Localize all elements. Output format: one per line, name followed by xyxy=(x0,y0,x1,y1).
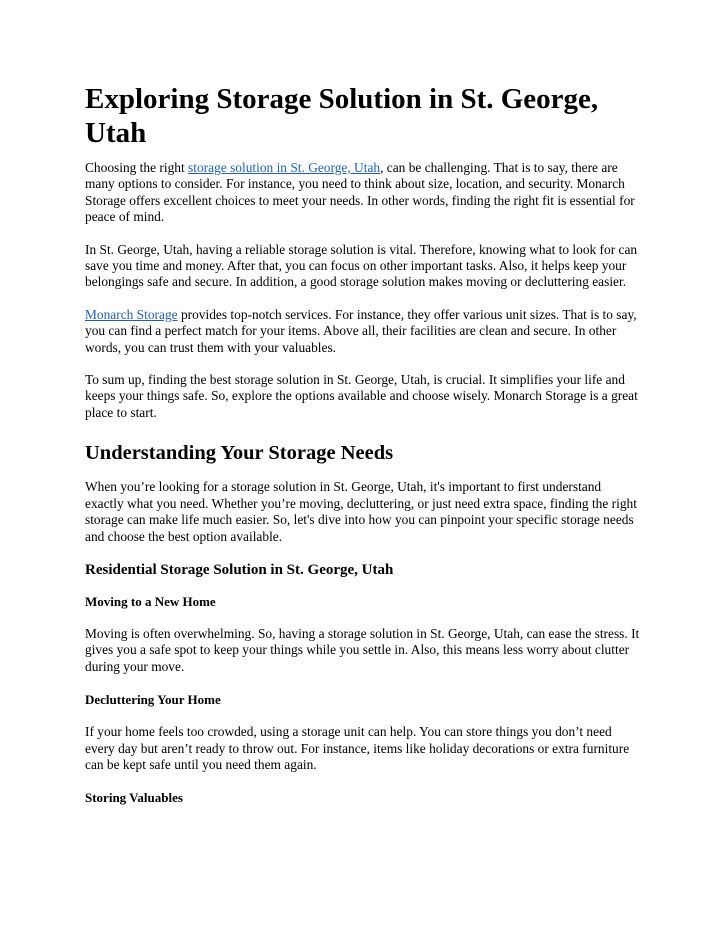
section-paragraph: When you’re looking for a storage solution in St. George, Utah, it's important to first understand exactly what you need. Whether you’re moving, decluttering, or just need extra space, finding the right storage can make life much easier. So, let's dive into how you can pinpoint your specific storage needs and choose the best option available. xyxy=(85,479,637,544)
intro-text: Choosing the right xyxy=(85,160,189,175)
intro-paragraph-4: To sum up, finding the best storage solution in St. George, Utah, is crucial. It simplifies your life and keeps your things safe. So, explore the options available and choose wisely. Monarch Storage is a great place to start. xyxy=(85,372,638,420)
intro-paragraph-1 xyxy=(85,160,641,226)
moving-heading: Moving to a New Home xyxy=(85,593,216,609)
decluttering-heading: Decluttering Your Home xyxy=(85,692,221,708)
page-title: Exploring Storage Solution in St. George, Utah xyxy=(85,83,599,149)
decluttering-paragraph: If your home feels too crowded, using a storage unit can help. You can store things you don’t need every day but aren’t ready to throw out. For instance, items like holiday decorations or extra furniture can be kept safe until you need them again. xyxy=(85,724,630,772)
section-heading: Understanding Your Storage Needs xyxy=(85,442,394,465)
valuables-heading: Storing Valuables xyxy=(85,790,183,806)
subsection-heading: Residential Storage Solution in St. George, Utah xyxy=(85,561,394,578)
intro-paragraph-3 xyxy=(85,307,641,356)
intro-text: provides top-notch services. For instance, they offer various unit sizes. That is to say, you can find a perfect match for your items. Above all, their facilities are clean and secure. In other words, you can trust them with your valuables. xyxy=(85,306,637,355)
moving-paragraph: Moving is often overwhelming. So, having a storage solution in St. George, Utah, can ease the stress. It gives you a safe spot to keep your things while you settle in. Also, this means less worry about clutter during your move. xyxy=(85,625,640,674)
storage-solution-link[interactable]: storage solution in St. George, Utah xyxy=(188,160,381,175)
monarch-storage-link[interactable]: Monarch Storage xyxy=(85,306,178,322)
article xyxy=(85,82,641,822)
intro-text: , can be challenging. That is to say, there are many options to consider. For instance, you need to think about size, location, and security. Monarch Storage offers excellent choices to meet your needs. In other words, finding the right fit is essential for peace of mind. xyxy=(85,160,635,225)
intro-paragraph-2: In St. George, Utah, having a reliable storage solution is vital. Therefore, knowing what to look for can save you time and money. After that, you can focus on other important tasks. Also, it helps keep your belongings safe and secure. In addition, a good storage solution makes moving or decluttering easier. xyxy=(85,241,638,290)
